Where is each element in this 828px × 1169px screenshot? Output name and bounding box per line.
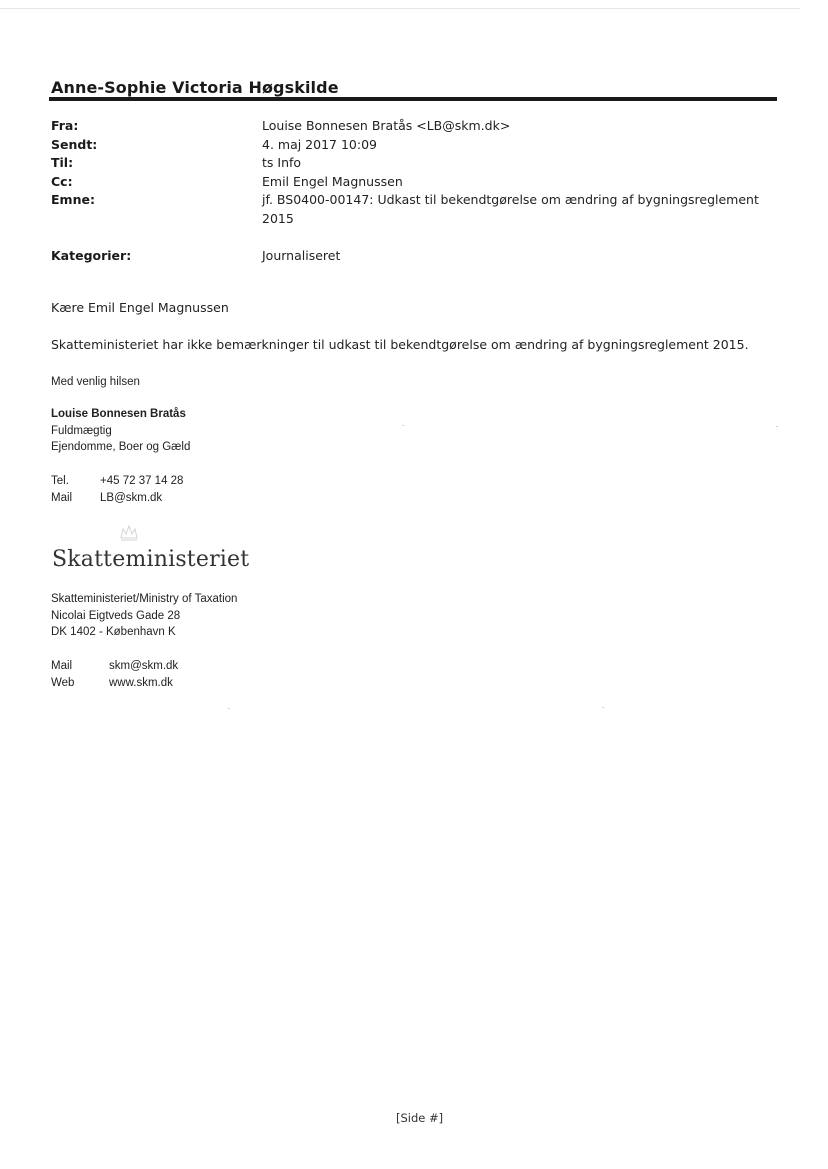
mail-value[interactable]: LB@skm.dk [100, 491, 163, 504]
signature-block [51, 406, 190, 456]
top-divider [0, 8, 800, 9]
mailbox-owner-name: Anne-Sophie Victoria Høgskilde [51, 78, 339, 97]
organization-contact [51, 658, 178, 691]
email-header [51, 117, 771, 228]
address-line-3: DK 1402 - København K [51, 626, 176, 638]
signature-department: Ejendomme, Boer og Gæld [51, 441, 191, 453]
subject-value: jf. BS0400-00147: Udkast til bekendtgørelse om ændring af bygningsreglement 2015 [262, 192, 759, 226]
organization-address [51, 591, 237, 641]
phone-label: Tel. [51, 475, 69, 487]
scan-speck [602, 707, 604, 708]
personal-contact [51, 473, 183, 506]
scan-speck [402, 425, 404, 426]
categories-value: Journaliseret [262, 248, 341, 263]
from-label: Fra: [51, 118, 79, 133]
categories-label: Kategorier: [51, 248, 132, 263]
to-label: Til: [51, 155, 74, 170]
header-rule [49, 97, 777, 101]
header-row-to [51, 154, 771, 173]
subject-label: Emne: [51, 192, 95, 207]
header-row-cc [51, 173, 771, 192]
contact-row-mail [51, 490, 183, 507]
to-value: ts Info [262, 155, 302, 170]
from-value: Louise Bonnesen Bratås <LB@skm.dk> [262, 118, 511, 133]
sent-label: Sendt: [51, 136, 98, 152]
header-row-sent [51, 136, 771, 155]
signature-name: Louise Bonnesen Bratås [51, 408, 186, 420]
phone-value: +45 72 37 14 28 [100, 475, 184, 487]
org-mail-value[interactable]: skm@skm.dk [109, 660, 179, 672]
page-footer: [Side #] [396, 1111, 444, 1125]
message-body: Skatteministeriet har ikke bemærkninger til udkast til bekendtgørelse om ændring af bygningsreglement 2015. [51, 337, 749, 352]
sent-value: 4. maj 2017 10:09 [262, 136, 377, 152]
signature-title: Fuldmægtig [51, 424, 112, 437]
mail-label: Mail [51, 491, 73, 504]
categories-row [51, 247, 771, 265]
cc-label: Cc: [51, 173, 73, 189]
org-web-label: Web [51, 676, 75, 689]
greeting: Kære Emil Engel Magnussen [51, 300, 229, 315]
scan-speck [776, 426, 778, 427]
address-line-2: Nicolai Eigtveds Gade 28 [51, 609, 181, 622]
address-line-1: Skatteministeriet/Ministry of Taxation [51, 593, 238, 605]
crown-emblem-icon [117, 520, 141, 544]
header-row-from [51, 117, 771, 136]
org-contact-row-web [51, 675, 178, 692]
org-contact-row-mail [51, 658, 178, 675]
header-row-subject [51, 191, 771, 228]
contact-row-phone [51, 473, 183, 490]
organization-logo: Skatteministeriet [52, 547, 250, 572]
scan-speck [228, 708, 230, 709]
cc-value: Emil Engel Magnussen [262, 173, 403, 189]
org-web-value[interactable]: www.skm.dk [109, 676, 173, 689]
closing: Med venlig hilsen [51, 376, 140, 388]
org-mail-label: Mail [51, 660, 73, 672]
